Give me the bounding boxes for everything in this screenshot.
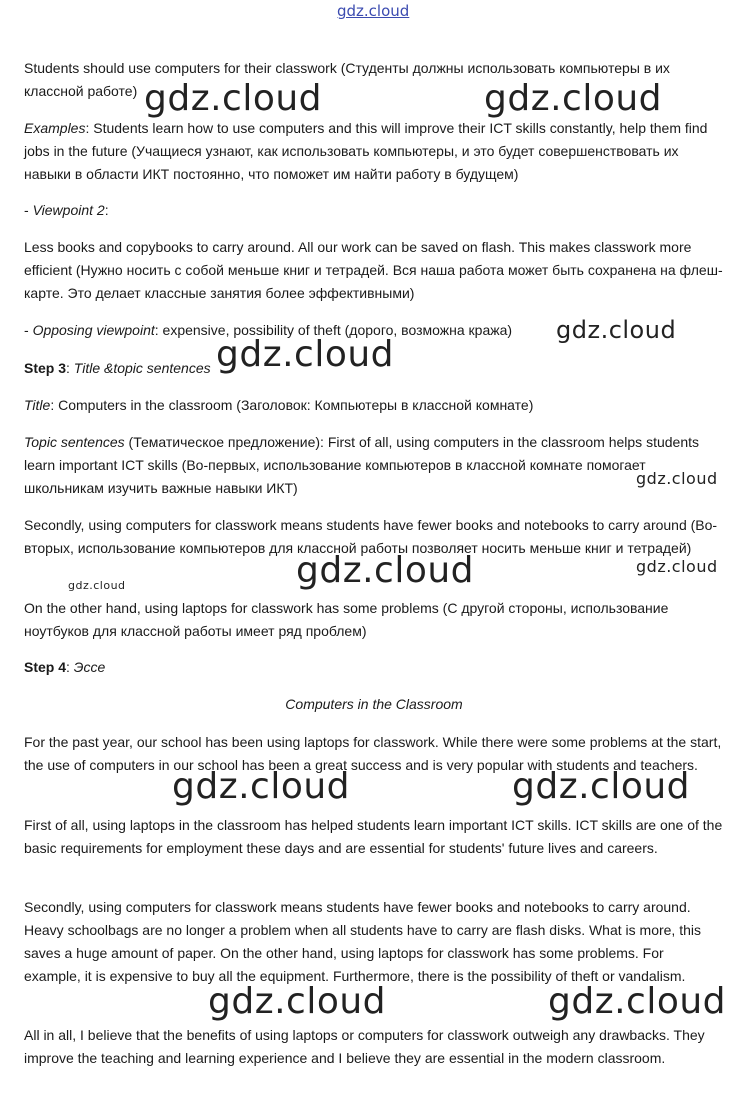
paragraph-title: Title: Computers in the classroom (Заголовок: Компьютеры в классной комнате) bbox=[24, 397, 534, 413]
paragraph-viewpoint-2: - Viewpoint 2: bbox=[24, 202, 109, 218]
paragraph-less-books: Less books and copybooks to carry around. All our work can be saved on flash. This makes classwork more efficient (Нужно носить с собой меньше книг и тетрадей. Вся наша работа может быть сохранена на флеш-карте. Это делает классные занятия более эффективными) bbox=[24, 239, 723, 301]
header-link[interactable]: gdz.cloud bbox=[337, 2, 410, 20]
watermark: gdz.cloud bbox=[296, 550, 475, 591]
watermark: gdz.cloud bbox=[216, 334, 395, 375]
essay-paragraph-3: Secondly, using computers for classwork means students have fewer books and notebooks to carry around. Heavy schoolbags are no longer a problem when all students have to carry are flash disks. What is more, this saves a huge amount of paper. On the other hand, using laptops for classwork has some problems. For example, it is expensive to buy all the equipment. Furthermore, there is the possibility of theft or vandalism. bbox=[24, 899, 701, 984]
step-3-heading: Step 3: Title &topic sentences bbox=[24, 360, 211, 376]
paragraph-examples: Examples: Students learn how to use computers and this will improve their ICT skills constantly, help them find jobs in the future (Учащиеся узнают, как использовать компьютеры, и это будет совершенствовать их навыки в области ИКТ постоянно, что поможет им найти работу в будущем) bbox=[24, 120, 708, 182]
watermark: gdz.cloud bbox=[208, 981, 387, 1022]
opposing-viewpoint-label: Opposing viewpoint bbox=[32, 322, 155, 338]
watermark: gdz.cloud bbox=[512, 766, 691, 807]
paragraph-other-hand: On the other hand, using laptops for classwork has some problems (С другой стороны, использование ноутбуков для классной работы имеет ряд проблем) bbox=[24, 600, 669, 639]
essay-paragraph-4: All in all, I believe that the benefits of using laptops or computers for classwork outweigh any drawbacks. They improve the teaching and learning experience and I believe they are essential in the modern classroom. bbox=[24, 1027, 705, 1066]
watermark: gdz.cloud bbox=[636, 469, 718, 488]
watermark: gdz.cloud bbox=[636, 557, 718, 576]
paragraph-opposing-viewpoint: - Opposing viewpoint: expensive, possibility of theft (дорого, возможна кража) bbox=[24, 322, 513, 338]
essay-paragraph-2: First of all, using laptops in the classroom has helped students learn important ICT skills. ICT skills are one of the basic requirements for employment these days and are essential for students' future lives and careers. bbox=[24, 817, 723, 856]
paragraph-students-should: Students should use computers for their classwork (Студенты должны использовать компьютеры в их классной работе) bbox=[24, 60, 670, 99]
step-4-heading: Step 4: Эссе bbox=[24, 659, 106, 675]
watermark: gdz.cloud bbox=[68, 579, 126, 592]
watermark: gdz.cloud bbox=[484, 78, 663, 119]
watermark: gdz.cloud bbox=[172, 766, 351, 807]
title-label: Title bbox=[24, 397, 51, 413]
topic-sentences-label: Topic sentences bbox=[24, 434, 125, 450]
viewpoint-2-label: Viewpoint 2 bbox=[32, 202, 105, 218]
essay-title: Computers in the Classroom bbox=[285, 696, 463, 712]
watermark: gdz.cloud bbox=[556, 316, 677, 344]
paragraph-secondly: Secondly, using computers for classwork means students have fewer books and notebooks to carry around (Во-вторых, использование компьютеров для классной работы позволяет носить меньше книг и тетрадей) bbox=[24, 517, 718, 556]
watermark: gdz.cloud bbox=[144, 78, 323, 119]
examples-label: Examples bbox=[24, 120, 86, 136]
watermark: gdz.cloud bbox=[548, 981, 727, 1022]
paragraph-topic-sentences: Topic sentences (Тематическое предложение): First of all, using computers in the classroom helps students learn important ICT skills (Во-первых, использование компьютеров в классной комнате помогает школьникам изучить важные навыки ИКТ) bbox=[24, 434, 699, 496]
essay-paragraph-1: For the past year, our school has been using laptops for classwork. While there were some problems at the start, the use of computers in our school has been a great success and is very popular with students and teachers. bbox=[24, 734, 722, 773]
